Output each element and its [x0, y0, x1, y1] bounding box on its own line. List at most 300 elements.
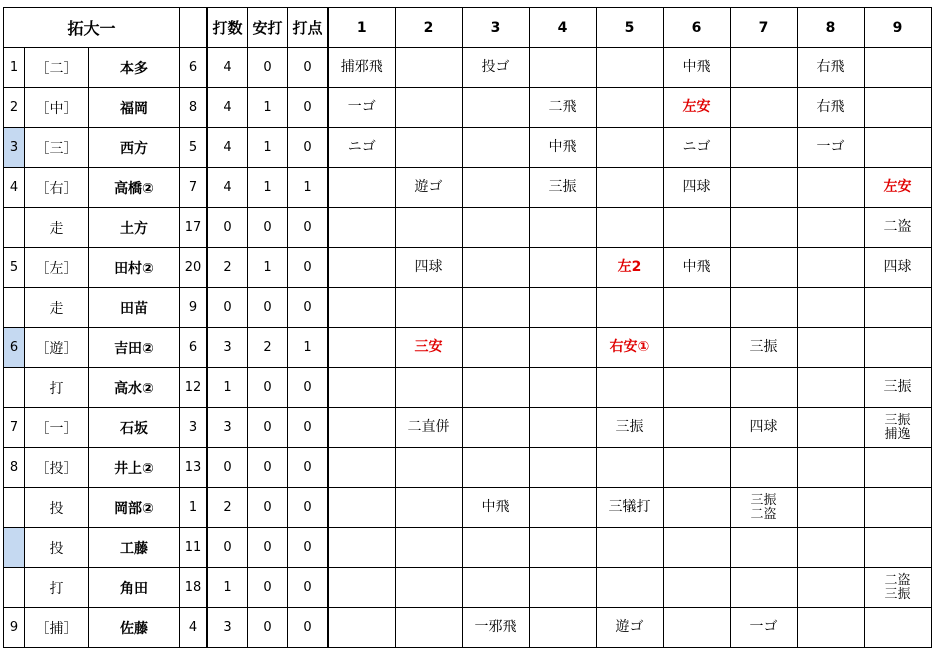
batting-order: [4, 488, 25, 528]
inning-result: [730, 128, 797, 168]
inning-result: [663, 48, 730, 88]
position: 投: [25, 528, 89, 568]
player-name: 高水②: [89, 368, 180, 408]
inning-result: [797, 408, 864, 448]
inning-result: [529, 328, 596, 368]
position: ［中］: [25, 88, 89, 128]
inning-header: 3: [462, 8, 529, 48]
stat-header-rbi: 打点: [288, 8, 329, 48]
at-bats: 1: [207, 568, 248, 608]
rbi: 1: [288, 168, 329, 208]
inning-result: [462, 368, 529, 408]
play-result: 捕邪飛: [340, 59, 383, 75]
rbi: 1: [288, 328, 329, 368]
inning-result: [797, 328, 864, 368]
inning-result: [797, 288, 864, 328]
at-bats: 0: [207, 448, 248, 488]
inning-result: [596, 568, 663, 608]
inning-result: [864, 568, 931, 608]
table-row: [4, 408, 932, 448]
team-name: 拓大一: [4, 8, 180, 48]
play-result: 左安: [883, 179, 912, 195]
inning-header: 4: [529, 8, 596, 48]
table-row: [4, 488, 932, 528]
play-result: 右飛: [816, 59, 845, 75]
inning-result: [596, 528, 663, 568]
player-rows: [4, 48, 932, 648]
play-result: 三振: [548, 179, 577, 195]
uniform-number: 6: [180, 48, 208, 88]
batting-order: [4, 288, 25, 328]
player-name: 工藤: [89, 528, 180, 568]
inning-result: [663, 408, 730, 448]
inning-result: [596, 168, 663, 208]
play-result: 一ゴ: [816, 139, 845, 155]
inning-result: [864, 408, 931, 448]
play-result: 遊ゴ: [615, 619, 644, 635]
table-row: [4, 448, 932, 488]
inning-result: [328, 48, 395, 88]
play-result: 中飛: [682, 59, 711, 75]
play-result: 三振: [749, 339, 778, 355]
play-result: 遊ゴ: [414, 179, 443, 195]
inning-result: [596, 328, 663, 368]
play-result: 左安: [682, 99, 711, 115]
inning-result: [864, 448, 931, 488]
batting-order: 4: [4, 168, 25, 208]
table-row: [4, 328, 932, 368]
batting-order: [4, 208, 25, 248]
position: ［右］: [25, 168, 89, 208]
rbi: 0: [288, 128, 329, 168]
play-result: 二盗: [884, 572, 911, 588]
inning-result: [395, 408, 462, 448]
inning-result: [663, 528, 730, 568]
inning-result: [864, 368, 931, 408]
inning-result: [529, 168, 596, 208]
player-name: 岡部②: [89, 488, 180, 528]
inning-header: 7: [730, 8, 797, 48]
inning-result: [730, 168, 797, 208]
inning-result: [328, 128, 395, 168]
batting-order: 9: [4, 608, 25, 648]
position: 打: [25, 368, 89, 408]
inning-result: [596, 608, 663, 648]
uniform-number: 6: [180, 328, 208, 368]
inning-header: 9: [864, 8, 931, 48]
player-name: 吉田②: [89, 328, 180, 368]
play-result: 一ゴ: [347, 99, 376, 115]
play-result: 二飛: [548, 99, 577, 115]
inning-result: [730, 328, 797, 368]
table-row: [4, 128, 932, 168]
inning-result: [730, 368, 797, 408]
play-result: 投ゴ: [481, 59, 510, 75]
hits: 1: [248, 88, 288, 128]
rbi: 0: [288, 408, 329, 448]
player-name: 石坂: [89, 408, 180, 448]
hits: 0: [248, 288, 288, 328]
inning-result: [529, 448, 596, 488]
play-result: 二直併: [407, 419, 450, 435]
inning-result: [529, 608, 596, 648]
inning-result: [395, 328, 462, 368]
inning-result: [730, 488, 797, 528]
play-result: ニゴ: [347, 139, 376, 155]
inning-result: [328, 528, 395, 568]
play-result: 四球: [749, 419, 778, 435]
inning-result: [797, 128, 864, 168]
inning-result: [730, 48, 797, 88]
rbi: 0: [288, 88, 329, 128]
inning-result: [797, 88, 864, 128]
inning-result: [797, 568, 864, 608]
position: ［捕］: [25, 608, 89, 648]
hits: 0: [248, 48, 288, 88]
position: ［三］: [25, 128, 89, 168]
number-header: [180, 8, 208, 48]
inning-result: [663, 448, 730, 488]
inning-result: [864, 488, 931, 528]
inning-result: [596, 248, 663, 288]
hits: 1: [248, 128, 288, 168]
at-bats: 3: [207, 408, 248, 448]
uniform-number: 20: [180, 248, 208, 288]
uniform-number: 8: [180, 88, 208, 128]
inning-result: [596, 288, 663, 328]
inning-result: [328, 168, 395, 208]
inning-result: [529, 568, 596, 608]
uniform-number: 17: [180, 208, 208, 248]
play-result: 三犠打: [608, 499, 651, 515]
batting-order: 5: [4, 248, 25, 288]
batting-order: 3: [4, 128, 25, 168]
inning-header: 5: [596, 8, 663, 48]
hits: 0: [248, 528, 288, 568]
inning-result: [730, 88, 797, 128]
inning-result: [797, 208, 864, 248]
inning-result: [529, 528, 596, 568]
scorebook-table: [3, 7, 932, 648]
inning-result: [395, 488, 462, 528]
inning-result: [730, 528, 797, 568]
inning-result: [797, 48, 864, 88]
inning-header: 2: [395, 8, 462, 48]
at-bats: 3: [207, 328, 248, 368]
player-name: 井上②: [89, 448, 180, 488]
table-row: [4, 568, 932, 608]
inning-header: 8: [797, 8, 864, 48]
batting-order: 7: [4, 408, 25, 448]
inning-result: [596, 88, 663, 128]
play-result: 三振: [884, 586, 911, 602]
table-row: [4, 528, 932, 568]
hits: 0: [248, 448, 288, 488]
play-result: 右飛: [816, 99, 845, 115]
batting-order: 8: [4, 448, 25, 488]
inning-result: [663, 568, 730, 608]
hits: 1: [248, 168, 288, 208]
inning-result: [529, 128, 596, 168]
table-row: [4, 248, 932, 288]
hits: 0: [248, 208, 288, 248]
inning-result: [328, 208, 395, 248]
hits: 0: [248, 488, 288, 528]
inning-result: [797, 528, 864, 568]
at-bats: 2: [207, 248, 248, 288]
hits: 0: [248, 608, 288, 648]
inning-result: [328, 368, 395, 408]
inning-result: [462, 528, 529, 568]
play-result: 四球: [682, 179, 711, 195]
inning-result: [864, 608, 931, 648]
inning-result: [462, 408, 529, 448]
inning-result: [462, 128, 529, 168]
inning-result: [462, 208, 529, 248]
inning-result: [864, 88, 931, 128]
batting-order: 6: [4, 328, 25, 368]
hits: 0: [248, 408, 288, 448]
batting-order: [4, 368, 25, 408]
inning-result: [395, 168, 462, 208]
play-result: 三振: [615, 419, 644, 435]
play-result: 三振: [750, 492, 777, 508]
uniform-number: 3: [180, 408, 208, 448]
inning-result: [596, 448, 663, 488]
at-bats: 3: [207, 608, 248, 648]
inning-result: [864, 168, 931, 208]
stat-header-at-bats: 打数: [207, 8, 248, 48]
table-row: [4, 168, 932, 208]
hits: 2: [248, 328, 288, 368]
table-row: [4, 48, 932, 88]
player-name: 佐藤: [89, 608, 180, 648]
inning-result: [596, 128, 663, 168]
inning-result: [462, 328, 529, 368]
inning-result: [864, 248, 931, 288]
batting-order: 1: [4, 48, 25, 88]
inning-result: [797, 368, 864, 408]
inning-result: [596, 408, 663, 448]
stat-header-hits: 安打: [248, 8, 288, 48]
at-bats: 0: [207, 528, 248, 568]
uniform-number: 18: [180, 568, 208, 608]
inning-result: [529, 208, 596, 248]
inning-result: [529, 48, 596, 88]
batting-order: [4, 568, 25, 608]
player-name: 角田: [89, 568, 180, 608]
at-bats: 4: [207, 48, 248, 88]
rbi: 0: [288, 608, 329, 648]
play-result: 三振: [883, 379, 912, 395]
inning-result: [328, 488, 395, 528]
player-name: 田苗: [89, 288, 180, 328]
inning-result: [395, 528, 462, 568]
play-result: 四球: [414, 259, 443, 275]
inning-result: [663, 248, 730, 288]
inning-result: [529, 248, 596, 288]
inning-result: [328, 88, 395, 128]
inning-result: [864, 128, 931, 168]
position: 投: [25, 488, 89, 528]
table-row: [4, 208, 932, 248]
play-result: 中飛: [682, 259, 711, 275]
play-result: 左2: [617, 259, 642, 275]
position: 走: [25, 288, 89, 328]
uniform-number: 9: [180, 288, 208, 328]
inning-result: [395, 368, 462, 408]
inning-result: [328, 568, 395, 608]
inning-result: [462, 288, 529, 328]
inning-result: [663, 88, 730, 128]
inning-result: [328, 408, 395, 448]
inning-result: [328, 248, 395, 288]
play-result: 三安: [414, 339, 443, 355]
inning-header: 6: [663, 8, 730, 48]
uniform-number: 13: [180, 448, 208, 488]
rbi: 0: [288, 568, 329, 608]
rbi: 0: [288, 368, 329, 408]
inning-result: [529, 368, 596, 408]
rbi: 0: [288, 248, 329, 288]
inning-result: [328, 328, 395, 368]
inning-result: [663, 288, 730, 328]
inning-result: [395, 128, 462, 168]
at-bats: 4: [207, 88, 248, 128]
inning-result: [462, 568, 529, 608]
inning-result: [529, 408, 596, 448]
inning-result: [596, 48, 663, 88]
play-result: 二盗: [750, 506, 777, 522]
inning-result: [395, 448, 462, 488]
inning-result: [596, 368, 663, 408]
inning-result: [395, 568, 462, 608]
inning-result: [663, 488, 730, 528]
inning-result: [663, 608, 730, 648]
uniform-number: 11: [180, 528, 208, 568]
inning-result: [797, 448, 864, 488]
play-result: 一邪飛: [474, 619, 517, 635]
uniform-number: 5: [180, 128, 208, 168]
table-row: [4, 88, 932, 128]
inning-result: [529, 88, 596, 128]
inning-result: [730, 408, 797, 448]
inning-result: [328, 448, 395, 488]
header-row: [4, 8, 932, 48]
inning-result: [797, 608, 864, 648]
rbi: 0: [288, 208, 329, 248]
inning-result: [730, 248, 797, 288]
position: ［遊］: [25, 328, 89, 368]
inning-result: [730, 288, 797, 328]
inning-result: [462, 608, 529, 648]
inning-result: [395, 88, 462, 128]
position: ［二］: [25, 48, 89, 88]
hits: 0: [248, 368, 288, 408]
position: 打: [25, 568, 89, 608]
hits: 0: [248, 568, 288, 608]
inning-result: [663, 368, 730, 408]
inning-result: [395, 248, 462, 288]
inning-result: [395, 288, 462, 328]
player-name: 高橋②: [89, 168, 180, 208]
inning-result: [462, 248, 529, 288]
inning-result: [462, 488, 529, 528]
table-row: [4, 608, 932, 648]
play-result: 四球: [883, 259, 912, 275]
at-bats: 1: [207, 368, 248, 408]
batting-order: [4, 528, 25, 568]
play-result: 中飛: [548, 139, 577, 155]
inning-result: [797, 488, 864, 528]
uniform-number: 12: [180, 368, 208, 408]
inning-result: [864, 208, 931, 248]
player-name: 本多: [89, 48, 180, 88]
hits: 1: [248, 248, 288, 288]
inning-result: [864, 528, 931, 568]
play-result: ニゴ: [682, 139, 711, 155]
at-bats: 4: [207, 128, 248, 168]
inning-result: [395, 208, 462, 248]
inning-result: [663, 168, 730, 208]
inning-result: [395, 48, 462, 88]
at-bats: 0: [207, 288, 248, 328]
rbi: 0: [288, 48, 329, 88]
rbi: 0: [288, 448, 329, 488]
inning-result: [395, 608, 462, 648]
play-result: 三振: [884, 412, 911, 428]
play-result: 捕逸: [884, 426, 911, 442]
inning-result: [663, 128, 730, 168]
player-name: 西方: [89, 128, 180, 168]
uniform-number: 1: [180, 488, 208, 528]
at-bats: 0: [207, 208, 248, 248]
batting-order: 2: [4, 88, 25, 128]
inning-result: [328, 288, 395, 328]
inning-result: [797, 248, 864, 288]
uniform-number: 4: [180, 608, 208, 648]
at-bats: 4: [207, 168, 248, 208]
position: ［一］: [25, 408, 89, 448]
inning-header: 1: [328, 8, 395, 48]
inning-result: [596, 488, 663, 528]
inning-result: [596, 208, 663, 248]
table-row: [4, 288, 932, 328]
inning-result: [864, 48, 931, 88]
inning-result: [663, 208, 730, 248]
uniform-number: 7: [180, 168, 208, 208]
inning-result: [864, 288, 931, 328]
player-name: 福岡: [89, 88, 180, 128]
inning-result: [529, 488, 596, 528]
player-name: 土方: [89, 208, 180, 248]
position: ［左］: [25, 248, 89, 288]
rbi: 0: [288, 528, 329, 568]
inning-result: [462, 168, 529, 208]
rbi: 0: [288, 288, 329, 328]
play-result: 中飛: [481, 499, 510, 515]
play-result: 一ゴ: [749, 619, 778, 635]
inning-result: [462, 448, 529, 488]
inning-result: [462, 48, 529, 88]
position: 走: [25, 208, 89, 248]
inning-result: [730, 608, 797, 648]
inning-result: [797, 168, 864, 208]
play-result: 右安①: [609, 339, 650, 355]
rbi: 0: [288, 488, 329, 528]
table-row: [4, 368, 932, 408]
inning-result: [328, 608, 395, 648]
